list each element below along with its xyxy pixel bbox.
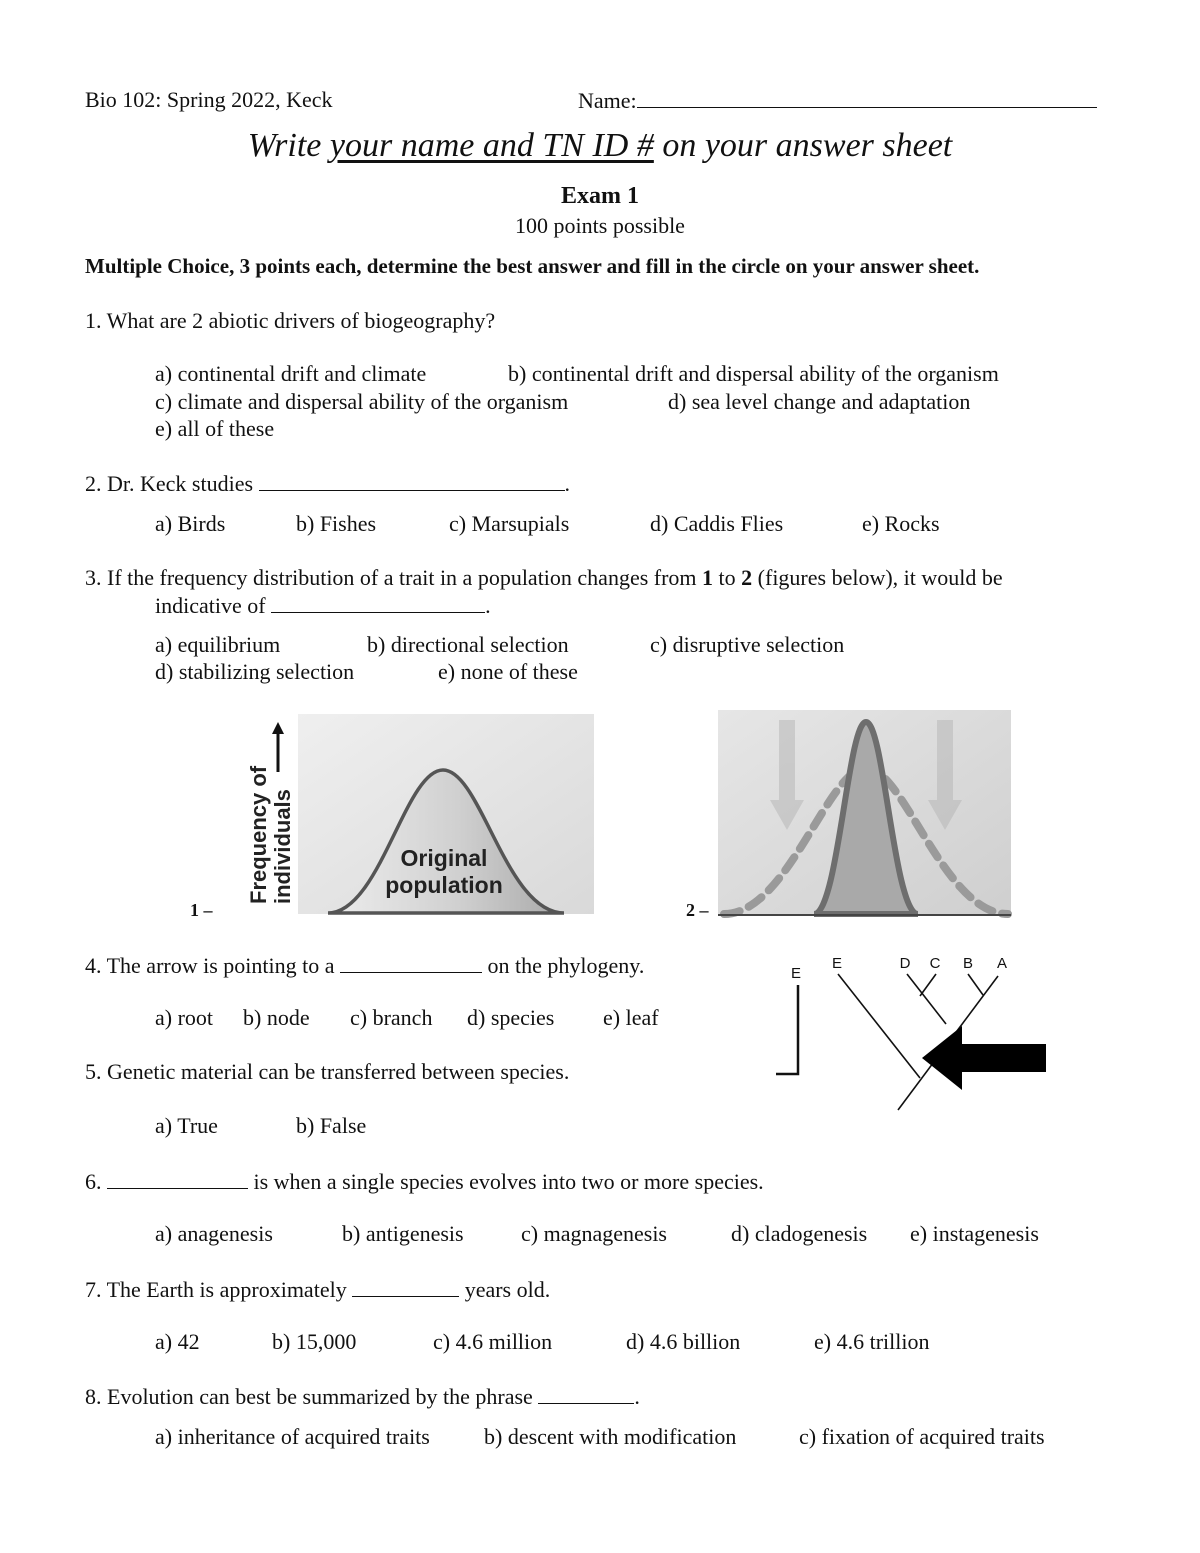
answer-blank (271, 592, 485, 613)
q3-option-d[interactable]: d) stabilizing selection (155, 659, 355, 684)
question-8-stem: 8. Evolution can best be summarized by the phrase . (85, 1384, 640, 1409)
exam-title: Exam 1 (561, 183, 639, 209)
q7-option-c[interactable]: c) 4.6 million (433, 1329, 553, 1354)
q7-option-a[interactable]: a) 42 (155, 1329, 200, 1354)
q6-option-e[interactable]: e) instagenesis (910, 1221, 1039, 1246)
tip-label-b: B (962, 955, 974, 972)
tip-label-c: C (929, 955, 941, 972)
curve-label-population: population (385, 872, 503, 898)
answer-blank (107, 1168, 248, 1189)
question-7-stem: 7. The Earth is approximately years old. (85, 1277, 551, 1302)
svg-text:individuals: individuals (270, 789, 295, 904)
question-6-stem: 6. is when a single species evolves into two or more species. (85, 1169, 764, 1194)
question-4-stem: 4. The arrow is pointing to a on the phylogeny. (85, 953, 645, 978)
figure-1-marker: 1 – (190, 900, 213, 920)
q6-option-c[interactable]: c) magnagenesis (521, 1221, 667, 1246)
q8-option-c[interactable]: c) fixation of acquired traits (799, 1424, 1045, 1449)
q5-option-a[interactable]: a) True (155, 1113, 218, 1138)
q1-option-c[interactable]: c) climate and dispersal ability of the organism (155, 389, 569, 414)
question-3-stem: 3. If the frequency distribution of a trait in a population changes from 1 to 2 (figures below), it would be (85, 565, 1003, 590)
figure-1-original-population (230, 712, 596, 917)
q2-option-c[interactable]: c) Marsupials (449, 511, 570, 536)
key-bracket (776, 985, 798, 1074)
q7-option-e[interactable]: e) 4.6 trillion (814, 1329, 930, 1354)
question-1-stem: 1. What are 2 abiotic drivers of biogeography? (85, 308, 496, 333)
q4-option-b[interactable]: b) node (243, 1005, 310, 1030)
q4-option-e[interactable]: e) leaf (603, 1005, 659, 1030)
phylogeny-diagram (770, 950, 1055, 1115)
name-label: Name: (578, 88, 637, 113)
q2-option-d[interactable]: d) Caddis Flies (650, 511, 784, 536)
answer-blank (259, 470, 565, 491)
curve-label-original: Original (400, 845, 488, 871)
q3-option-e[interactable]: e) none of these (438, 659, 578, 684)
q3-option-c[interactable]: c) disruptive selection (650, 632, 845, 657)
y-axis-arrow-icon (272, 722, 284, 772)
key-label-e: E (790, 965, 802, 982)
question-5-stem: 5. Genetic material can be transferred between species. (85, 1059, 570, 1084)
tip-label-e: E (831, 955, 843, 972)
q7-option-b[interactable]: b) 15,000 (272, 1329, 357, 1354)
q7-option-d[interactable]: d) 4.6 billion (626, 1329, 741, 1354)
name-field[interactable] (578, 87, 1097, 114)
q8-option-a[interactable]: a) inheritance of acquired traits (155, 1424, 430, 1449)
figure-2-marker: 2 – (686, 900, 709, 920)
instruction-heading: Write your name and TN ID # on your answer sheet (247, 127, 953, 164)
q1-option-d[interactable]: d) sea level change and adaptation (668, 389, 971, 414)
tip-label-d: D (899, 955, 911, 972)
q3-option-a[interactable]: a) equilibrium (155, 632, 281, 657)
instruction-emphasis: your name and TN ID # (329, 127, 654, 164)
q6-option-b[interactable]: b) antigenesis (342, 1221, 464, 1246)
q2-option-a[interactable]: a) Birds (155, 511, 226, 536)
pointer-arrow-icon (922, 1026, 1046, 1090)
q4-option-d[interactable]: d) species (467, 1005, 555, 1030)
q6-option-a[interactable]: a) anagenesis (155, 1221, 273, 1246)
points-possible: 100 points possible (515, 213, 685, 238)
tree-branches (838, 974, 998, 1110)
question-3-stem-line2: indicative of . (155, 593, 491, 618)
q4-option-c[interactable]: c) branch (350, 1005, 433, 1030)
q6-option-d[interactable]: d) cladogenesis (731, 1221, 868, 1246)
answer-blank (340, 952, 482, 973)
q4-option-a[interactable]: a) root (155, 1005, 214, 1030)
course-label: Bio 102: Spring 2022, Keck (85, 87, 333, 112)
q5-option-b[interactable]: b) False (296, 1113, 367, 1138)
answer-blank (352, 1276, 459, 1297)
q1-option-a[interactable]: a) continental drift and climate (155, 361, 427, 386)
section-instructions: Multiple Choice, 3 points each, determine the best answer and fill in the circle on your answer sheet. (85, 254, 980, 278)
svg-text:Frequency of: Frequency of (246, 765, 271, 904)
figure-2-stabilizing-selection (718, 708, 1013, 920)
q2-option-e[interactable]: e) Rocks (862, 511, 940, 536)
answer-blank (538, 1383, 634, 1404)
tip-label-a: A (996, 955, 1008, 972)
q8-option-b[interactable]: b) descent with modification (484, 1424, 737, 1449)
q1-option-b[interactable]: b) continental drift and dispersal ability of the organism (508, 361, 999, 386)
q3-option-b[interactable]: b) directional selection (367, 632, 569, 657)
question-2-stem: 2. Dr. Keck studies . (85, 471, 571, 496)
q2-option-b[interactable]: b) Fishes (296, 511, 377, 536)
y-axis-label (246, 765, 295, 904)
q1-option-e[interactable]: e) all of these (155, 416, 275, 441)
